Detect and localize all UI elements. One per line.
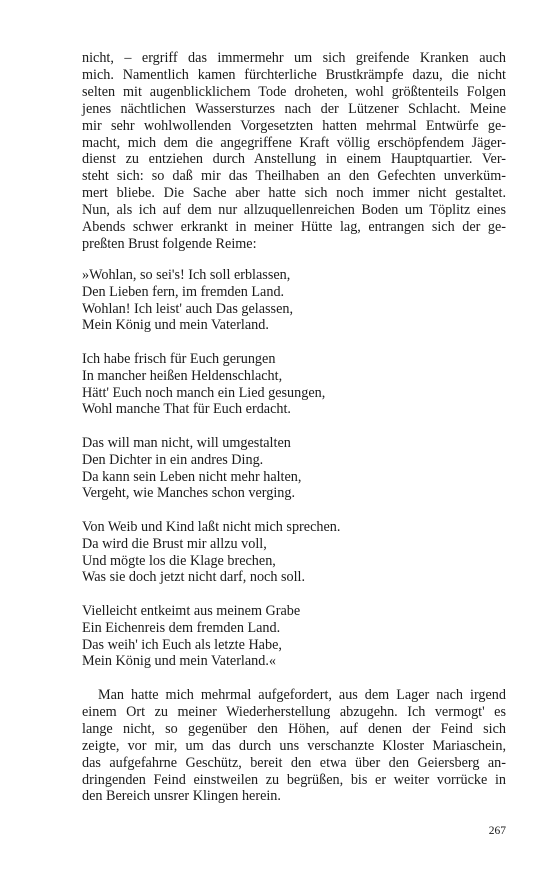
text-line: selten mit augenblicklichem Tode droheten, wohl größtenteils Folgen [82, 83, 506, 100]
verse-line: Das weih' ich Euch als letzte Habe, [82, 636, 282, 653]
text-line: Abends schwer erkrankt in meiner Hütte lag, entrangen sich der ge- [82, 219, 506, 236]
text-line: macht, mich dem die angegriffene Kraft völlig erschöpfendem Jäger- [82, 134, 506, 151]
paragraph-prose-2 [82, 687, 506, 805]
verse-line: Mein König und mein Vaterland.« [82, 653, 276, 670]
verse-line: In mancher heißen Heldenschlacht, [82, 367, 283, 384]
text-line: Man hatte mich mehrmal aufgefordert, aus dem Lager nach irgend [98, 687, 506, 703]
verse-line: Das will man nicht, will umgestalten [82, 435, 291, 451]
paragraph-prose-1 [82, 50, 506, 253]
text-line: zeigte, vor mir, um das durch uns verschanzte Kloster Mariaschein, [82, 737, 506, 754]
text-line: lange nicht, so gegenüber den Höhen, auf denen der Feind sich [82, 720, 506, 737]
text-line: dienst zu entziehen durch Anstellung in einem Hauptquartier. Ver- [82, 151, 506, 168]
verse-line: Den Lieben fern, im fremden Land. [82, 283, 285, 300]
verse-line: Wohl manche That für Euch erdacht. [82, 401, 291, 418]
text-line: mert bliebe. Die Sache aber hatte sich noch immer nicht gestaltet. [82, 185, 506, 202]
text-line: preßten Brust folgende Reime: [82, 235, 257, 252]
poem-stanza-2 [82, 351, 506, 418]
verse-line: Was sie doch jetzt nicht darf, noch soll. [82, 569, 306, 586]
verse-line: Den Dichter in ein andres Ding. [82, 451, 264, 468]
text-line: dringenden Feind einstweilen zu begrüßen, bis er weiter vorrücke in [82, 771, 506, 788]
verse-line: Da kann sein Leben nicht mehr halten, [82, 468, 302, 485]
poem-stanza-5 [82, 603, 506, 670]
text-line: Nun, als ich auf dem nur allzuquellenreichen Boden um Töplitz eines [82, 202, 506, 219]
text-line: einem Ort zu meiner Wiederherstellung abzugehn. Ich vermogt' es [82, 703, 506, 720]
text-line: jenes nächtlichen Wassersturzes nach der Lützener Schlacht. Meine [82, 100, 506, 117]
verse-line: Ein Eichenreis dem fremden Land. [82, 619, 281, 636]
verse-line: »Wohlan, so sei's! Ich soll erblassen, [82, 267, 291, 283]
page-number: 267 [488, 825, 506, 837]
verse-line: Und mögte los die Klage brechen, [82, 552, 276, 569]
poem-stanza-1 [82, 267, 506, 334]
verse-line: Von Weib und Kind laßt nicht mich sprechen. [82, 519, 341, 535]
verse-line: Hätt' Euch noch manch ein Lied gesungen, [82, 384, 326, 401]
text-line: den Bereich unsrer Klingen herein. [82, 788, 281, 805]
poem-stanza-3 [82, 435, 506, 502]
verse-line: Wohlan! Ich leist' auch Das gelassen, [82, 300, 294, 317]
verse-line: Ich habe frisch für Euch gerungen [82, 351, 276, 367]
poem-stanza-4 [82, 519, 506, 586]
text-line: steht sich: so daß mir das Theilhaben an den Gefechten unverküm- [82, 168, 506, 185]
verse-line: Vielleicht entkeimt aus meinem Grabe [82, 603, 301, 619]
verse-line: Mein König und mein Vaterland. [82, 317, 269, 334]
text-line: das aufgefahrne Geschütz, bereit den etwa über den Geiersberg an- [82, 754, 506, 771]
verse-line: Da wird die Brust mir allzu voll, [82, 535, 267, 552]
text-line: mir sehr wohlwollenden Vorgesetzten hatten mehrmal Entwürfe ge- [82, 117, 506, 134]
verse-line: Vergeht, wie Manches schon verging. [82, 485, 296, 502]
text-line: nicht, – ergriff das immermehr um sich greifende Kranken auch [82, 50, 506, 66]
text-line: mich. Namentlich kamen fürchterliche Brustkrämpfe dazu, die nicht [82, 66, 506, 83]
